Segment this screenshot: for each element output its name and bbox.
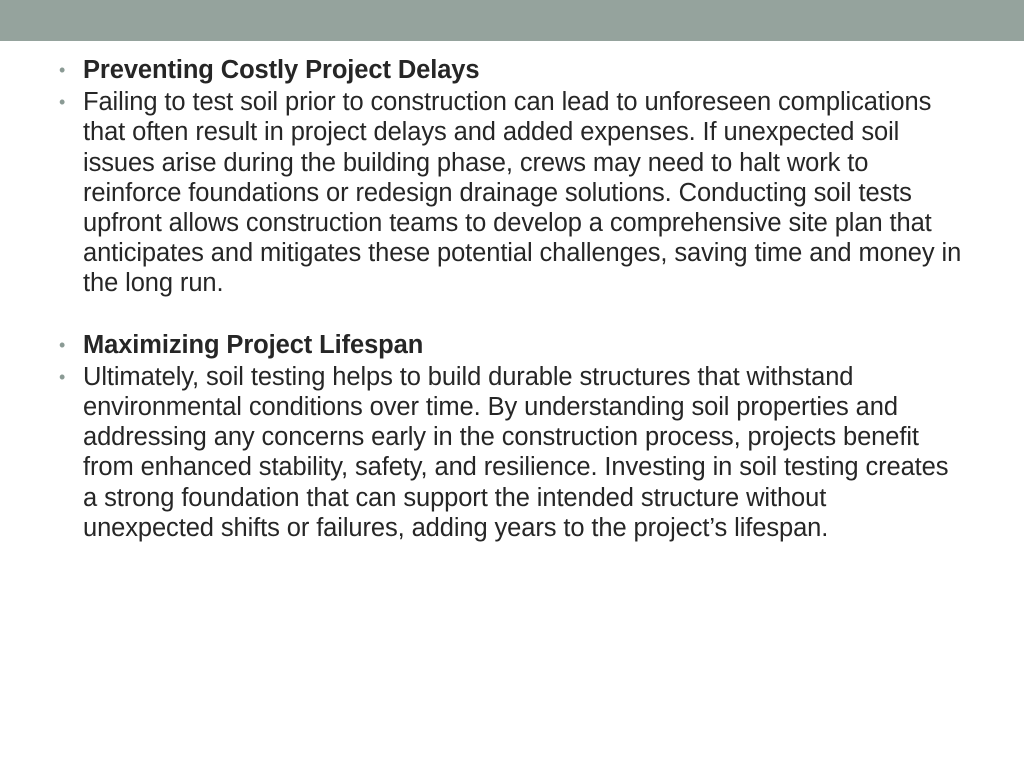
bullet-dot-icon: • xyxy=(59,334,66,355)
bullet-dot-icon: • xyxy=(59,366,66,387)
slide-top-bar xyxy=(0,0,1024,41)
paragraph-text: Ultimately, soil testing helps to build durable structures that withstand environmental conditions over time. By understanding soil properties and addressing any concerns early in the construction process, projects benefit from enhanced stability, safety, and resilience. Investing in soil testing creates a strong foundation that can support the intended structure without unexpected shifts or failures, adding years to the project’s lifespan. xyxy=(83,362,949,542)
bullet-dot-icon: • xyxy=(59,92,66,113)
slide-content xyxy=(59,55,964,543)
heading-text: Maximizing Project Lifespan xyxy=(83,330,424,359)
bullet-paragraph-lifespan xyxy=(59,362,964,543)
paragraph-text: Failing to test soil prior to construction can lead to unforeseen complications that often result in project delays and added expenses. If unexpected soil issues arise during the building phase, crews may need to halt work to reinforce foundations or redesign drainage solutions. Conducting soil tests upfront allows construction teams to develop a comprehensive site plan that anticipates and mitigates these potential challenges, saving time and money in the long run. xyxy=(83,88,962,298)
bullet-paragraph-delays xyxy=(59,87,964,298)
heading-text: Preventing Costly Project Delays xyxy=(83,56,480,84)
bullet-dot-icon: • xyxy=(59,60,66,80)
bullet-heading-delays xyxy=(59,55,964,85)
bullet-heading-lifespan xyxy=(59,330,964,360)
